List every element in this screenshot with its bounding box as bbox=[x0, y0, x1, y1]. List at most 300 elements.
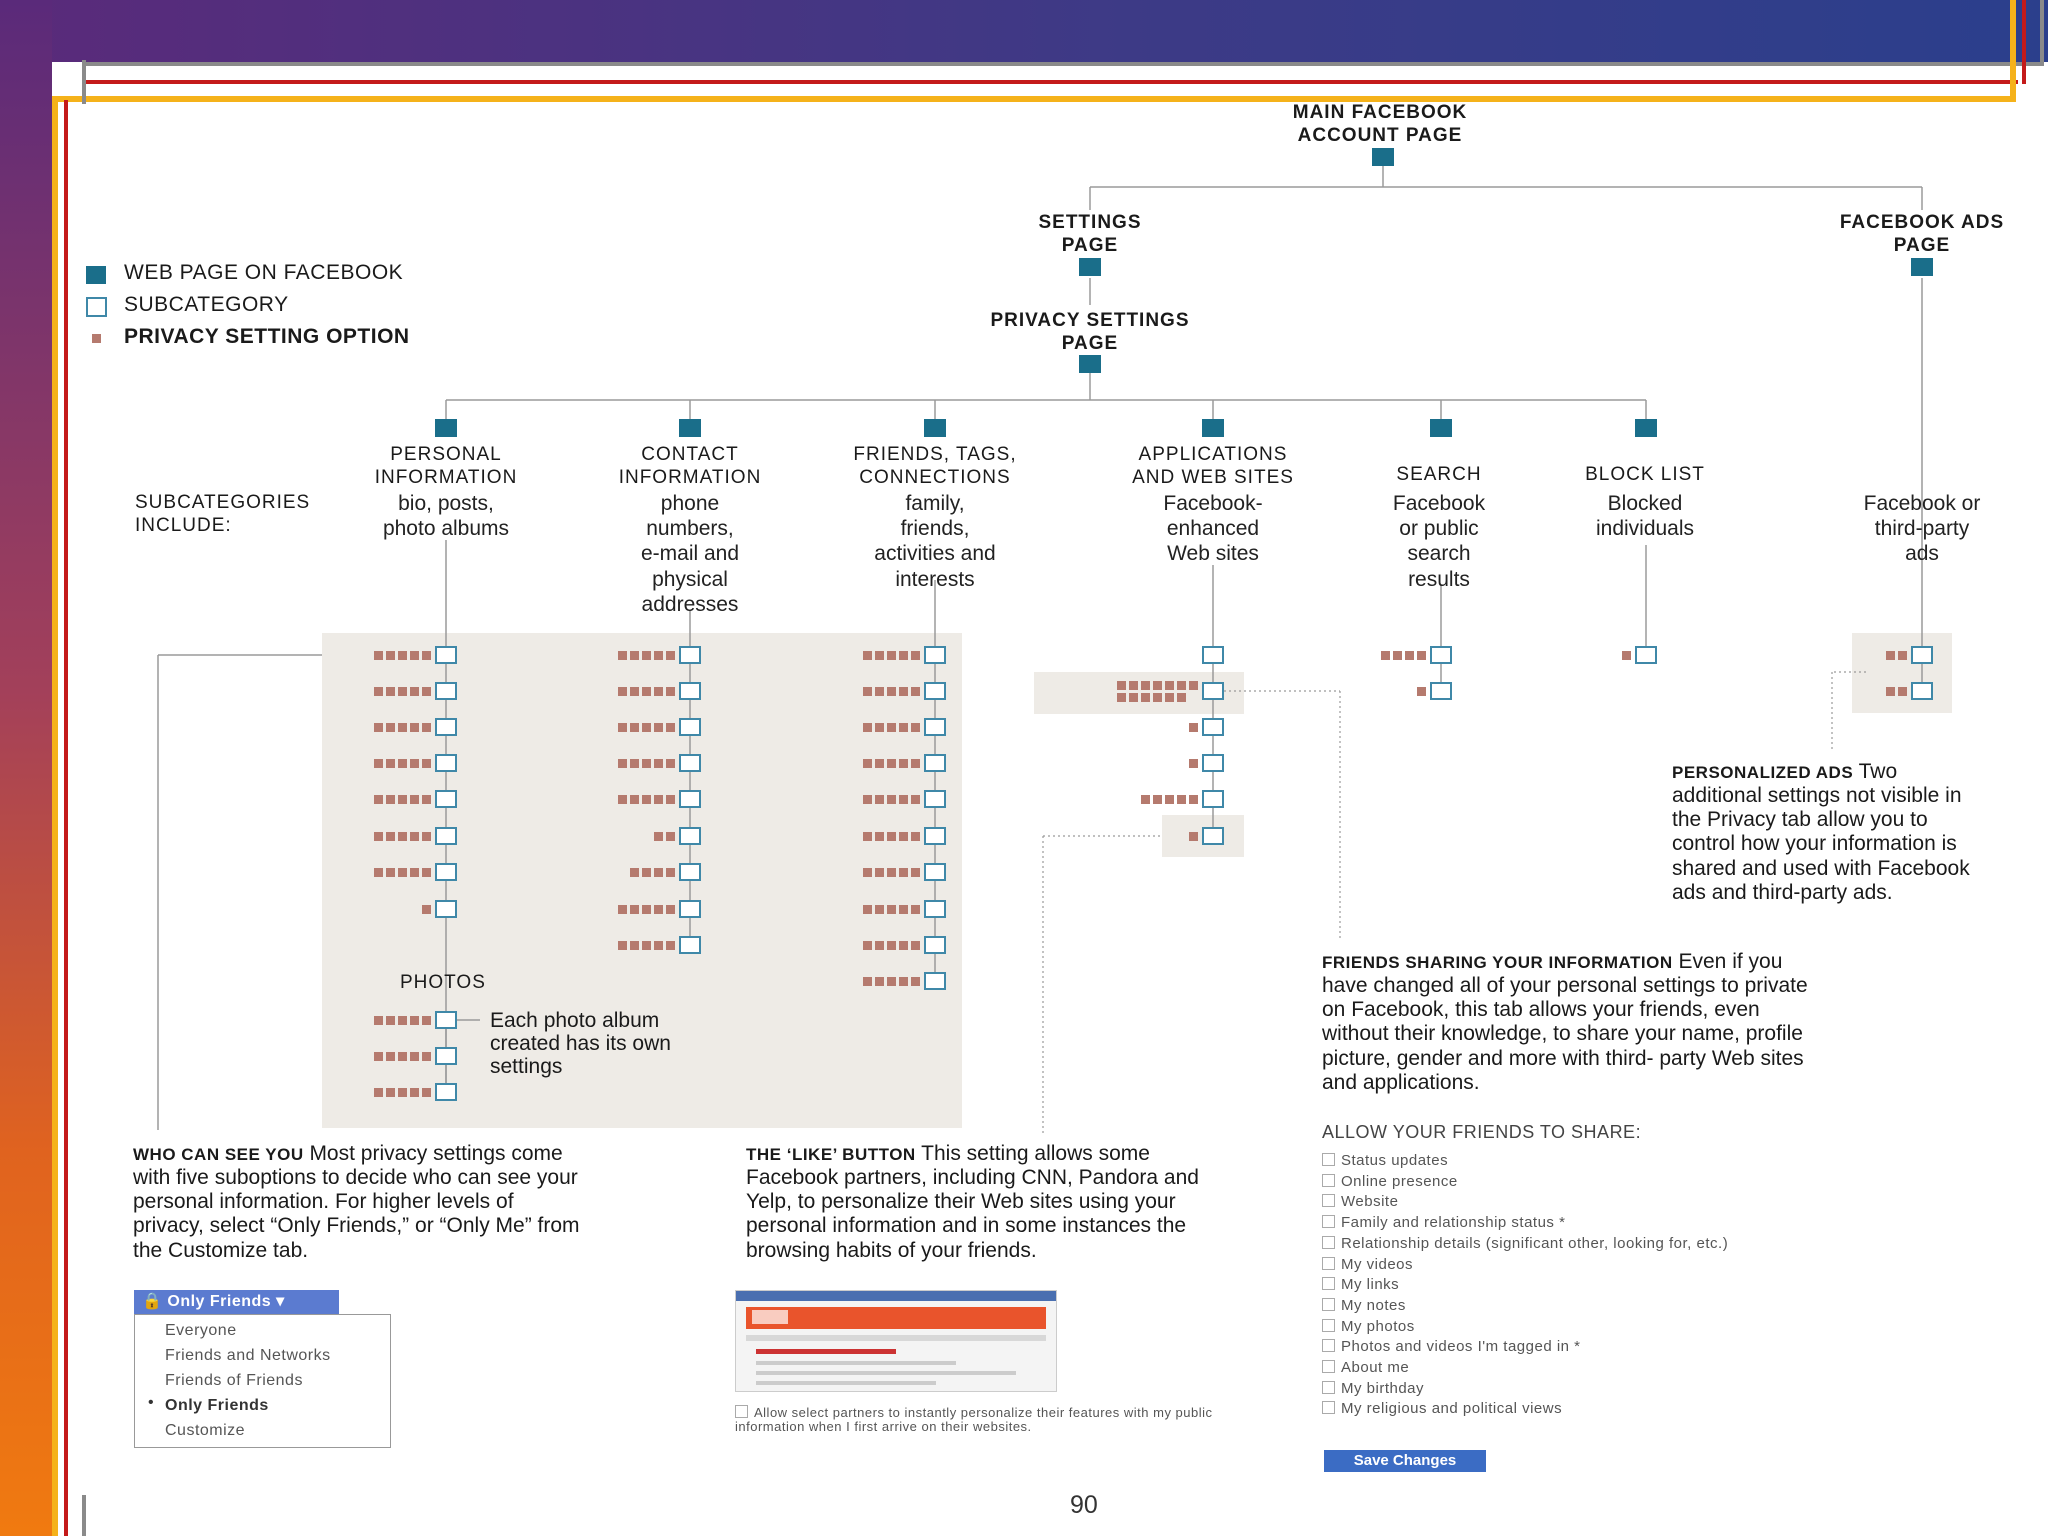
share-option[interactable] bbox=[1322, 1235, 1728, 1253]
option-marker bbox=[911, 977, 920, 986]
share-option[interactable] bbox=[1322, 1152, 1448, 1170]
settings-page-label: SETTINGS PAGE bbox=[1038, 212, 1142, 256]
option-marker bbox=[863, 832, 872, 841]
who-can-see-you-note bbox=[133, 1142, 583, 1263]
share-option-checkbox[interactable] bbox=[1322, 1319, 1335, 1332]
option-marker bbox=[1117, 693, 1126, 702]
option-marker bbox=[887, 759, 896, 768]
option-marker bbox=[618, 905, 627, 914]
share-option[interactable] bbox=[1322, 1359, 1409, 1377]
category-desc-applications: Facebook- enhanced Web sites bbox=[1163, 492, 1263, 566]
option-marker bbox=[887, 905, 896, 914]
option-marker bbox=[422, 1016, 431, 1025]
option-marker bbox=[875, 868, 884, 877]
subcategory-node bbox=[1431, 683, 1451, 699]
instant-personalization-checkbox[interactable] bbox=[735, 1405, 748, 1418]
subcategory-node bbox=[436, 901, 456, 917]
share-option[interactable] bbox=[1322, 1256, 1413, 1274]
subcategory-node bbox=[436, 719, 456, 735]
option-marker bbox=[899, 759, 908, 768]
dropdown-option-everyone[interactable]: Everyone bbox=[165, 1322, 237, 1339]
option-marker bbox=[1898, 687, 1907, 696]
personalized-ads-note bbox=[1672, 760, 1992, 905]
option-marker bbox=[410, 651, 419, 660]
subcategory-node bbox=[680, 683, 700, 699]
subcategory-node bbox=[1912, 647, 1932, 663]
option-marker bbox=[642, 868, 651, 877]
share-option-label: Family and relationship status * bbox=[1341, 1214, 1566, 1232]
share-option[interactable] bbox=[1322, 1297, 1406, 1315]
option-marker bbox=[630, 651, 639, 660]
option-marker bbox=[398, 651, 407, 660]
legend-option-icon bbox=[92, 334, 101, 343]
share-option-label: About me bbox=[1341, 1359, 1410, 1376]
option-marker bbox=[374, 1088, 383, 1097]
option-marker bbox=[899, 723, 908, 732]
like-button-text: This setting allows some Facebook partners, including CNN, Pandora and Yelp, to personalize their Web sites using your personal information and in some instances the browsing habits of your friends. bbox=[746, 1142, 1199, 1262]
dropdown-option-selected-bullet: • bbox=[148, 1394, 154, 1411]
page-node bbox=[435, 419, 457, 437]
subcategory-node bbox=[925, 719, 945, 735]
option-marker bbox=[863, 651, 872, 660]
privacy-settings-page-label: PRIVACY SETTINGS PAGE bbox=[990, 310, 1190, 354]
option-marker bbox=[374, 795, 383, 804]
option-marker bbox=[398, 723, 407, 732]
option-marker bbox=[410, 868, 419, 877]
option-marker bbox=[654, 651, 663, 660]
option-marker bbox=[374, 759, 383, 768]
option-marker bbox=[386, 651, 395, 660]
option-marker bbox=[1117, 681, 1126, 690]
option-marker bbox=[642, 905, 651, 914]
option-marker bbox=[410, 1052, 419, 1061]
subcategory-node bbox=[1636, 647, 1656, 663]
option-marker bbox=[654, 687, 663, 696]
subcategory-node bbox=[925, 901, 945, 917]
option-marker bbox=[410, 795, 419, 804]
subcategory-node bbox=[680, 901, 700, 917]
option-marker bbox=[422, 1052, 431, 1061]
option-marker bbox=[422, 868, 431, 877]
option-marker bbox=[642, 651, 651, 660]
option-marker bbox=[398, 1016, 407, 1025]
category-desc-ads: Facebook or third-party ads bbox=[1863, 492, 1981, 566]
page-node bbox=[1635, 419, 1657, 437]
option-marker bbox=[666, 941, 675, 950]
option-marker bbox=[642, 759, 651, 768]
option-marker bbox=[1405, 651, 1414, 660]
option-marker bbox=[666, 723, 675, 732]
option-marker bbox=[386, 1088, 395, 1097]
option-marker bbox=[618, 941, 627, 950]
share-option[interactable] bbox=[1322, 1276, 1399, 1294]
share-heading: ALLOW YOUR FRIENDS TO SHARE: bbox=[1322, 1122, 1642, 1142]
page-node bbox=[1430, 419, 1452, 437]
option-marker bbox=[618, 651, 627, 660]
category-desc-block-list: Blocked individuals bbox=[1595, 492, 1695, 541]
option-marker bbox=[1153, 693, 1162, 702]
option-marker bbox=[899, 977, 908, 986]
share-option-label: My religious and political views bbox=[1341, 1400, 1563, 1418]
subcategory-node bbox=[1203, 647, 1223, 663]
option-marker bbox=[654, 723, 663, 732]
share-option-checkbox[interactable] bbox=[1322, 1298, 1335, 1311]
option-marker bbox=[911, 759, 920, 768]
option-marker bbox=[654, 905, 663, 914]
option-marker bbox=[386, 795, 395, 804]
dropdown-option-friends-networks[interactable]: Friends and Networks bbox=[165, 1347, 331, 1364]
subcategory-node bbox=[436, 647, 456, 663]
facebook-ads-page-label: FACEBOOK ADS PAGE bbox=[1839, 212, 2005, 256]
option-marker bbox=[899, 832, 908, 841]
who-can-see-you-text: Most privacy settings come with five suboptions to decide who can see your personal information. For higher levels of privacy, select “Only Friends,” or “Only Me” from the Customize tab. bbox=[133, 1142, 580, 1262]
option-marker bbox=[887, 651, 896, 660]
option-marker bbox=[911, 868, 920, 877]
subcategory-node bbox=[1431, 647, 1451, 663]
option-marker bbox=[422, 759, 431, 768]
option-marker bbox=[654, 795, 663, 804]
share-option[interactable] bbox=[1322, 1318, 1415, 1336]
option-marker bbox=[1393, 651, 1402, 660]
subcategory-node bbox=[925, 864, 945, 880]
option-marker bbox=[875, 941, 884, 950]
option-marker bbox=[899, 941, 908, 950]
subcategory-node bbox=[436, 1048, 456, 1064]
option-marker bbox=[899, 905, 908, 914]
save-changes-button[interactable]: Save Changes bbox=[1324, 1450, 1486, 1472]
option-marker bbox=[410, 1016, 419, 1025]
option-marker bbox=[863, 687, 872, 696]
page-node bbox=[1202, 419, 1224, 437]
option-marker bbox=[911, 941, 920, 950]
option-marker bbox=[875, 795, 884, 804]
page-node bbox=[1372, 148, 1394, 166]
option-marker bbox=[887, 941, 896, 950]
option-marker bbox=[1165, 795, 1174, 804]
subcategory-node bbox=[680, 647, 700, 663]
page-node bbox=[1911, 258, 1933, 276]
option-marker bbox=[899, 687, 908, 696]
share-option[interactable] bbox=[1322, 1400, 1562, 1418]
option-marker bbox=[875, 832, 884, 841]
option-marker bbox=[422, 832, 431, 841]
share-option-label: My birthday bbox=[1341, 1379, 1425, 1397]
share-option-checkbox[interactable] bbox=[1322, 1194, 1335, 1207]
option-marker bbox=[410, 759, 419, 768]
option-marker bbox=[1165, 681, 1174, 690]
like-button-note bbox=[746, 1142, 1226, 1263]
subcategories-include-label: SUBCATEGORIES INCLUDE: bbox=[135, 492, 311, 536]
option-marker bbox=[386, 1052, 395, 1061]
category-title-applications: APPLICATIONS AND WEB SITES bbox=[1132, 444, 1294, 488]
option-marker bbox=[666, 905, 675, 914]
main-account-page-label: MAIN FACEBOOK ACCOUNT PAGE bbox=[1292, 102, 1468, 146]
subcategory-node bbox=[1912, 683, 1932, 699]
option-marker bbox=[374, 651, 383, 660]
like-button-heading: THE ‘LIKE’ BUTTON bbox=[746, 1145, 916, 1164]
subcategory-node bbox=[680, 719, 700, 735]
option-marker bbox=[630, 795, 639, 804]
share-option-checkbox[interactable] bbox=[1322, 1277, 1335, 1290]
option-marker bbox=[875, 905, 884, 914]
share-option-label: Online presence bbox=[1341, 1172, 1458, 1190]
option-marker bbox=[863, 905, 872, 914]
option-marker bbox=[911, 723, 920, 732]
option-marker bbox=[863, 941, 872, 950]
option-marker bbox=[654, 759, 663, 768]
privacy-dropdown-menu bbox=[134, 1314, 391, 1448]
option-marker bbox=[398, 868, 407, 877]
subcategory-node bbox=[436, 755, 456, 771]
dropdown-option-friends-of-friends[interactable]: Friends of Friends bbox=[165, 1372, 303, 1389]
subcategory-node bbox=[925, 937, 945, 953]
option-marker bbox=[899, 651, 908, 660]
option-marker bbox=[887, 723, 896, 732]
option-marker bbox=[630, 905, 639, 914]
personalized-ads-text: Two additional settings not visible in the Privacy tab allow you to control how your information is shared and used with Facebook ads and third-party ads. bbox=[1672, 760, 1970, 904]
subcategory-node bbox=[436, 683, 456, 699]
option-marker bbox=[642, 795, 651, 804]
dropdown-option-only-friends[interactable]: Only Friends bbox=[165, 1397, 269, 1414]
option-marker bbox=[666, 687, 675, 696]
option-marker bbox=[654, 941, 663, 950]
share-option[interactable] bbox=[1322, 1338, 1581, 1356]
option-marker bbox=[630, 941, 639, 950]
option-marker bbox=[1141, 681, 1150, 690]
subcategory-node bbox=[925, 683, 945, 699]
share-option-checkbox[interactable] bbox=[1322, 1153, 1335, 1166]
page-node bbox=[1079, 258, 1101, 276]
option-marker bbox=[875, 723, 884, 732]
share-option-checkbox[interactable] bbox=[1322, 1174, 1335, 1187]
legend-web-page-icon bbox=[86, 266, 106, 284]
share-option-checkbox[interactable] bbox=[1322, 1381, 1335, 1394]
option-marker bbox=[386, 723, 395, 732]
photos-label: PHOTOS bbox=[400, 972, 486, 993]
option-marker bbox=[1622, 651, 1631, 660]
share-option-label: My videos bbox=[1341, 1255, 1414, 1273]
subcategory-node bbox=[925, 755, 945, 771]
option-marker bbox=[887, 977, 896, 986]
share-option-label: My photos bbox=[1341, 1317, 1415, 1335]
category-desc-personal: bio, posts, photo albums bbox=[382, 492, 510, 541]
option-marker bbox=[887, 832, 896, 841]
friends-sharing-heading: FRIENDS SHARING YOUR INFORMATION bbox=[1322, 953, 1673, 972]
category-title-personal: PERSONAL INFORMATION bbox=[374, 444, 518, 488]
option-marker bbox=[422, 651, 431, 660]
option-marker bbox=[911, 687, 920, 696]
option-marker bbox=[642, 687, 651, 696]
share-option-checkbox[interactable] bbox=[1322, 1339, 1335, 1352]
option-marker bbox=[1129, 693, 1138, 702]
option-marker bbox=[1189, 795, 1198, 804]
share-option-label: Relationship details (significant other, looking for, etc.) bbox=[1341, 1234, 1729, 1252]
option-marker bbox=[398, 759, 407, 768]
page-node bbox=[924, 419, 946, 437]
option-marker bbox=[899, 868, 908, 877]
option-marker bbox=[374, 723, 383, 732]
legend-option-label: PRIVACY SETTING OPTION bbox=[124, 325, 410, 348]
subcategory-node bbox=[925, 828, 945, 844]
share-option-checkbox[interactable] bbox=[1322, 1236, 1335, 1249]
share-option[interactable] bbox=[1322, 1173, 1458, 1191]
option-marker bbox=[666, 795, 675, 804]
option-marker bbox=[875, 687, 884, 696]
instant-personalization-setting[interactable] bbox=[735, 1405, 1235, 1435]
category-desc-search: Facebook or public search results bbox=[1392, 492, 1486, 591]
privacy-dropdown-button[interactable]: 🔒 Only Friends ▾ bbox=[134, 1290, 339, 1314]
option-marker bbox=[410, 723, 419, 732]
option-marker bbox=[398, 687, 407, 696]
option-marker bbox=[618, 723, 627, 732]
share-option-checkbox[interactable] bbox=[1322, 1401, 1335, 1414]
subcategory-node bbox=[1203, 791, 1223, 807]
option-marker bbox=[911, 651, 920, 660]
who-can-see-you-heading: WHO CAN SEE YOU bbox=[133, 1145, 304, 1164]
option-marker bbox=[386, 759, 395, 768]
subcategory-node bbox=[436, 864, 456, 880]
option-marker bbox=[422, 1088, 431, 1097]
option-marker bbox=[422, 723, 431, 732]
option-marker bbox=[1417, 687, 1426, 696]
option-marker bbox=[1141, 693, 1150, 702]
option-marker bbox=[1153, 681, 1162, 690]
subcategory-node bbox=[436, 791, 456, 807]
option-marker bbox=[899, 795, 908, 804]
subcategory-node bbox=[436, 1084, 456, 1100]
page-number: 90 bbox=[1070, 1491, 1098, 1519]
option-marker bbox=[398, 832, 407, 841]
subcategory-node bbox=[925, 791, 945, 807]
option-marker bbox=[398, 1088, 407, 1097]
option-marker bbox=[863, 759, 872, 768]
option-marker bbox=[374, 1016, 383, 1025]
share-option[interactable] bbox=[1322, 1380, 1424, 1398]
category-title-block-list: BLOCK LIST bbox=[1585, 464, 1705, 485]
category-title-search: SEARCH bbox=[1396, 464, 1482, 485]
option-marker bbox=[1898, 651, 1907, 660]
option-marker bbox=[1141, 795, 1150, 804]
option-marker bbox=[875, 977, 884, 986]
share-option-label: Status updates bbox=[1341, 1152, 1449, 1169]
page-node bbox=[679, 419, 701, 437]
privacy-dropdown-selected: Only Friends bbox=[167, 1293, 272, 1310]
option-marker bbox=[1177, 795, 1186, 804]
subcategory-node bbox=[1203, 828, 1223, 844]
share-option[interactable] bbox=[1322, 1193, 1398, 1211]
option-marker bbox=[1129, 681, 1138, 690]
subcategory-node bbox=[680, 755, 700, 771]
friends-sharing-text: Even if you have changed all of your personal settings to private on Facebook, this tab allows your friends, even without their knowledge, to share your name, profile picture, gender and more with third- party Web sites and applications. bbox=[1322, 950, 1808, 1094]
page-node bbox=[1079, 355, 1101, 373]
option-marker bbox=[863, 723, 872, 732]
subcategory-node bbox=[680, 791, 700, 807]
option-marker bbox=[1189, 832, 1198, 841]
share-option-checkbox[interactable] bbox=[1322, 1257, 1335, 1270]
option-marker bbox=[1381, 651, 1390, 660]
option-marker bbox=[1177, 681, 1186, 690]
option-marker bbox=[630, 759, 639, 768]
option-marker bbox=[386, 687, 395, 696]
subcategory-node bbox=[925, 647, 945, 663]
option-marker bbox=[887, 687, 896, 696]
partner-site-thumbnail bbox=[735, 1290, 1057, 1392]
share-option-label: Website bbox=[1341, 1193, 1399, 1211]
option-marker bbox=[374, 1052, 383, 1061]
option-marker bbox=[875, 651, 884, 660]
option-marker bbox=[1886, 687, 1895, 696]
option-marker bbox=[618, 687, 627, 696]
option-marker bbox=[666, 651, 675, 660]
share-option-checkbox[interactable] bbox=[1322, 1360, 1335, 1373]
option-marker bbox=[887, 868, 896, 877]
option-marker bbox=[911, 795, 920, 804]
option-marker bbox=[887, 795, 896, 804]
option-marker bbox=[666, 832, 675, 841]
legend-web-page-label: WEB PAGE ON FACEBOOK bbox=[124, 261, 404, 284]
option-marker bbox=[422, 795, 431, 804]
subcategory-node bbox=[436, 828, 456, 844]
option-marker bbox=[630, 868, 639, 877]
option-marker bbox=[666, 759, 675, 768]
category-desc-contact: phone numbers, e-mail and physical addresses bbox=[640, 492, 740, 616]
option-marker bbox=[410, 687, 419, 696]
option-marker bbox=[398, 1052, 407, 1061]
option-marker bbox=[374, 687, 383, 696]
share-option-label: My notes bbox=[1341, 1296, 1406, 1314]
option-marker bbox=[1886, 651, 1895, 660]
option-marker bbox=[1177, 693, 1186, 702]
option-marker bbox=[410, 1088, 419, 1097]
share-option-label: My links bbox=[1341, 1276, 1400, 1294]
option-marker bbox=[875, 759, 884, 768]
option-marker bbox=[386, 868, 395, 877]
option-marker bbox=[1189, 723, 1198, 732]
option-marker bbox=[374, 832, 383, 841]
subcategory-node bbox=[1203, 719, 1223, 735]
instant-personalization-text: Allow select partners to instantly personalize their features with my public information when I first arrive on their websites. bbox=[735, 1405, 1213, 1435]
option-marker bbox=[618, 795, 627, 804]
option-marker bbox=[630, 723, 639, 732]
option-marker bbox=[398, 795, 407, 804]
option-marker bbox=[1165, 693, 1174, 702]
subcategory-node bbox=[680, 828, 700, 844]
option-marker bbox=[618, 759, 627, 768]
category-title-contact: CONTACT INFORMATION bbox=[618, 444, 762, 488]
option-marker bbox=[630, 687, 639, 696]
category-title-friends: FRIENDS, TAGS, CONNECTIONS bbox=[853, 444, 1017, 488]
personalized-ads-heading: PERSONALIZED ADS bbox=[1672, 763, 1854, 782]
option-marker bbox=[911, 905, 920, 914]
option-marker bbox=[422, 687, 431, 696]
option-marker bbox=[863, 868, 872, 877]
option-marker bbox=[666, 868, 675, 877]
option-marker bbox=[386, 832, 395, 841]
subcategory-node bbox=[680, 937, 700, 953]
option-marker bbox=[654, 868, 663, 877]
friends-sharing-note bbox=[1322, 950, 1812, 1095]
share-option-checkbox[interactable] bbox=[1322, 1215, 1335, 1228]
option-marker bbox=[863, 795, 872, 804]
photos-note: Each photo album created has its own settings bbox=[490, 1009, 671, 1079]
option-marker bbox=[642, 723, 651, 732]
option-marker bbox=[422, 905, 431, 914]
dropdown-option-customize[interactable]: Customize bbox=[165, 1422, 246, 1439]
share-option[interactable] bbox=[1322, 1214, 1565, 1232]
option-marker bbox=[1153, 795, 1162, 804]
option-marker bbox=[1189, 681, 1198, 690]
option-marker bbox=[642, 941, 651, 950]
